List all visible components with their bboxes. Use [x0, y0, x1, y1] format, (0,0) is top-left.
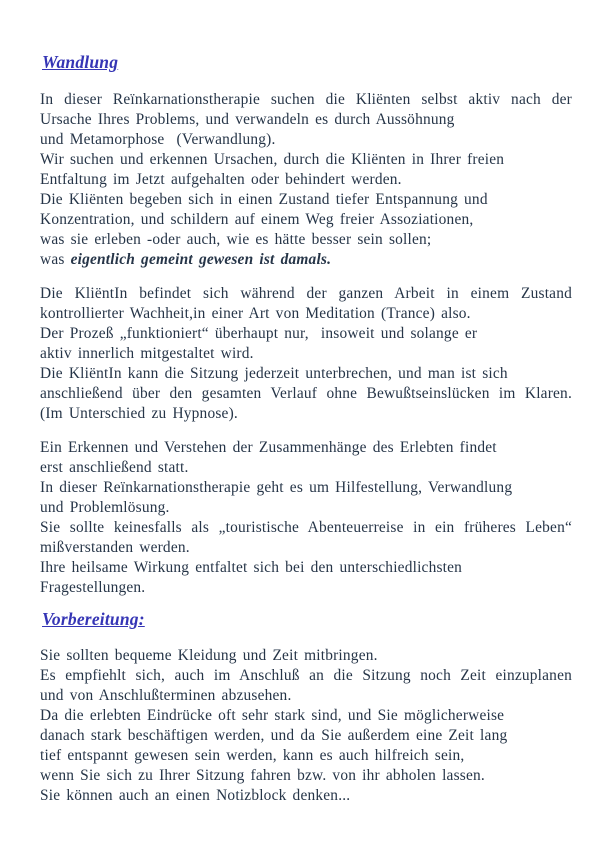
text-line: was sie erleben -oder auch, wie es hätte besser sein sollen; [40, 231, 432, 248]
emphasized-text: eigentlich gemeint gewesen ist damals. [70, 251, 332, 268]
paragraph-group [40, 646, 572, 806]
heading-vorbereitung[interactable]: Vorbereitung: [42, 609, 145, 629]
section-vorbereitung [40, 608, 572, 630]
text-line: und Metamorphose (Verwandlung). [40, 131, 276, 148]
text-line: Es empfiehlt sich, auch im Anschluß an die Sitzung noch Zeit einzuplanen [40, 667, 572, 684]
text-line: kontrollierter Wachheit,in einer Art von Meditation (Trance) also. [40, 305, 471, 322]
paragraph-group [40, 90, 572, 270]
text-line [40, 250, 572, 270]
text-line: erst anschließend statt. [40, 459, 189, 476]
paragraph-group [40, 284, 572, 424]
text-line: und von Anschlußterminen abzusehen. [40, 687, 292, 704]
paragraph-group [40, 438, 572, 598]
text-line: danach stark beschäftigen werden, und da Sie außerdem eine Zeit lang [40, 727, 508, 744]
text-line: Sie sollten bequeme Kleidung und Zeit mitbringen. [40, 647, 378, 664]
text-line: Die KliëntIn befindet sich während der ganzen Arbeit in einem Zustand [40, 285, 572, 302]
text-line: Da die erlebten Eindrücke oft sehr stark sind, und Sie möglicherweise [40, 707, 505, 724]
text-line: Wir suchen und erkennen Ursachen, durch die Kliënten in Ihrer freien [40, 151, 505, 168]
text-line: mißverstanden werden. [40, 539, 190, 556]
text-line: In dieser Reïnkarnationstherapie geht es um Hilfestellung, Verwandlung [40, 479, 513, 496]
text-line: aktiv innerlich mitgestaltet wird. [40, 345, 254, 362]
text-line: Ursache Ihres Problems, und verwandeln es durch Aussöhnung [40, 111, 455, 128]
text-line: Fragestellungen. [40, 579, 146, 596]
text-line: Die Kliënten begeben sich in einen Zustand tiefer Entspannung und [40, 191, 488, 208]
text-line: tief entspannt gewesen sein werden, kann es auch hilfreich sein, [40, 747, 465, 764]
text-segment: was [40, 251, 71, 268]
text-line: Entfaltung im Jetzt aufgehalten oder behindert werden. [40, 171, 402, 188]
text-line: Sie sollte keinesfalls als „touristische Abenteuerreise in ein früheres Leben“ [40, 519, 572, 536]
text-line: wenn Sie sich zu Ihrer Sitzung fahren bzw. von ihr abholen lassen. [40, 767, 485, 784]
text-line: (Im Unterschied zu Hypnose). [40, 405, 238, 422]
text-line: Die KliëntIn kann die Sitzung jederzeit unterbrechen, und man ist sich [40, 365, 508, 382]
text-line: Ein Erkennen und Verstehen der Zusammenhänge des Erlebten findet [40, 439, 497, 456]
text-line: Ihre heilsame Wirkung entfaltet sich bei den unterschiedlichsten [40, 559, 463, 576]
text-line: In dieser Reïnkarnationstherapie suchen die Kliënten selbst aktiv nach der [40, 91, 572, 108]
text-line: und Problemlösung. [40, 499, 170, 516]
text-line: Konzentration, und schildern auf einem Weg freier Assoziationen, [40, 211, 474, 228]
text-line: Sie können auch an einen Notizblock denken... [40, 787, 351, 804]
text-line: Der Prozeß „funktioniert“ überhaupt nur, insoweit und solange er [40, 325, 478, 342]
heading-wandlung[interactable]: Wandlung [42, 52, 119, 72]
text-line: anschließend über den gesamten Verlauf ohne Bewußtseinslücken im Klaren. [40, 385, 572, 402]
section-wandlung [40, 51, 572, 73]
